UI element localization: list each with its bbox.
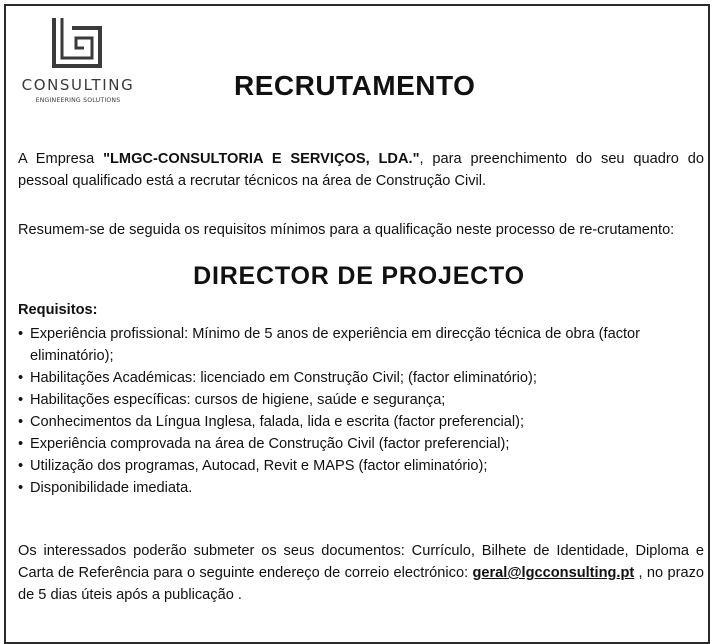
position-title: DIRECTOR DE PROJECTO [193,262,525,290]
closing-rest: , no prazo de 5 dias úteis após a publicação . [18,565,704,603]
requirement-item: • Habilitações específicas: cursos de higiene, saúde e segurança; [18,389,708,411]
lg-logo-mark-icon [42,16,112,72]
recruitment-ad [4,4,710,644]
company-name: "LMGC-CONSULTORIA E SERVIÇOS, LDA." [103,151,420,167]
summary-paragraph: Resumem-se de seguida os requisitos mínimos para a qualificação neste processo de re-crutamento: [18,222,675,238]
requirement-item: • Conhecimentos da Língua Inglesa, falada, lida e escrita (factor preferencial); [18,411,708,433]
requirements-label: Requisitos: [18,302,98,318]
ad-title: RECRUTAMENTO [234,70,476,101]
requirements-list [18,323,708,499]
requirement-item: • Habilitações Académicas: licenciado em Construção Civil; (factor eliminatório); [18,367,708,389]
requirement-item: • Utilização dos programas, Autocad, Revit e MAPS (factor eliminatório); [18,455,708,477]
intro-rest: , para preenchimento do seu quadro do pessoal qualificado está a recrutar técnicos na área de Construção Civil. [18,151,704,189]
intro-lead: A Empresa [18,151,104,167]
email-link[interactable]: geral@lgcconsulting.pt [472,565,635,581]
company-logo [18,16,138,112]
closing-lead: Os interessados poderão submeter os seus documentos: Currículo, Bilhete de Identidade, Diploma e Carta de Referência para o seguinte endereço de correio electrónico: [18,543,704,581]
intro-paragraph [18,148,704,192]
requirement-item: • Experiência profissional: Mínimo de 5 anos de experiência em direcção técnica de obra (factor eliminatório); [18,323,708,367]
logo-wordmark: CONSULTING [21,76,135,94]
requirement-item: • Disponibilidade imediata. [18,477,708,499]
logo-tagline: ENGINEERING SOLUTIONS [35,97,121,104]
closing-paragraph [18,540,704,606]
requirement-item: • Experiência comprovada na área de Construção Civil (factor preferencial); [18,433,708,455]
